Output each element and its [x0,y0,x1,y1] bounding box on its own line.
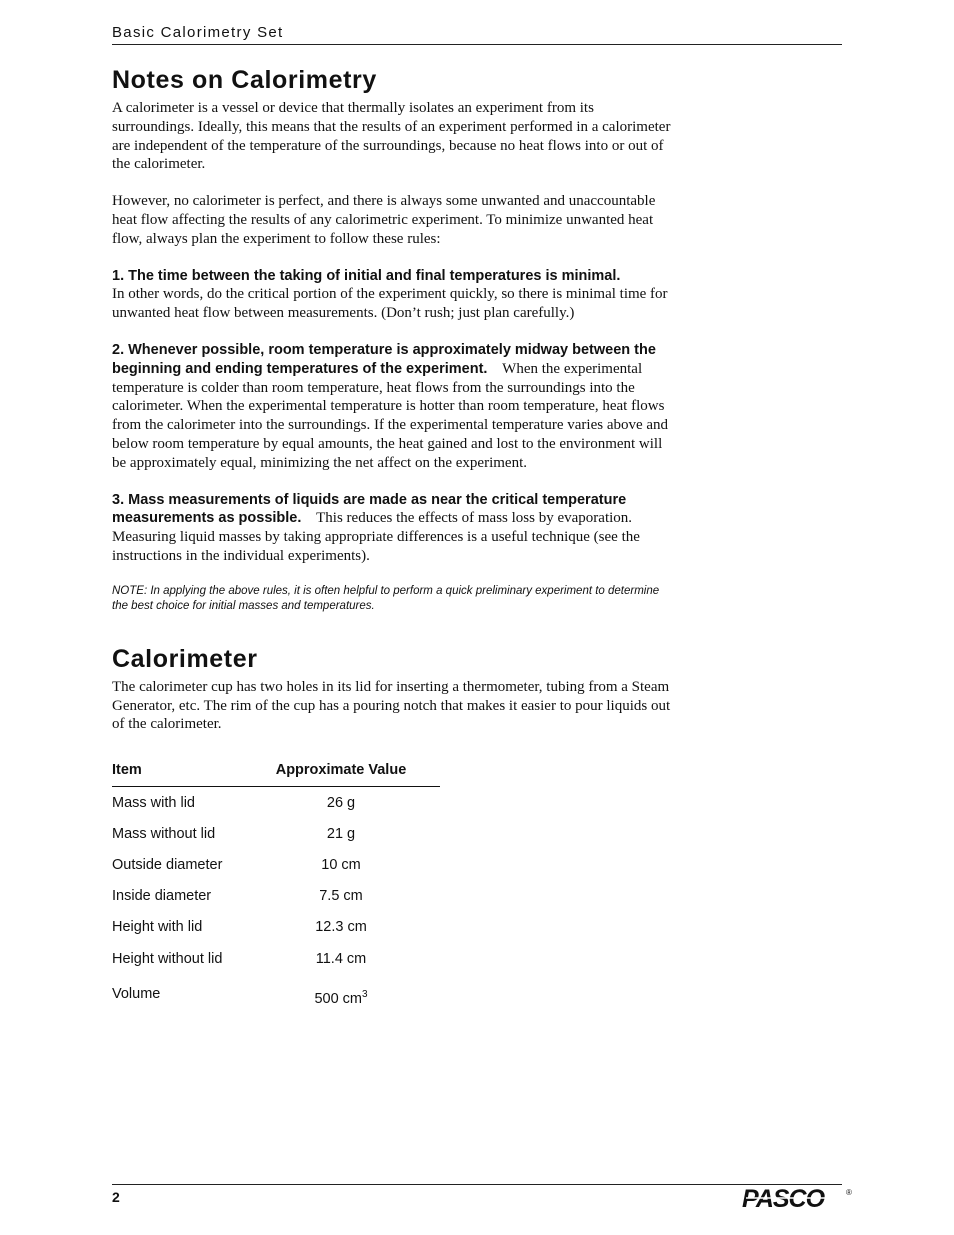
value-cell: 10 cm [321,857,361,874]
item-cell: Mass with lid [112,794,195,811]
page-number: 2 [112,1189,120,1205]
note-text: NOTE: In applying the above rules, it is often helpful to perform a quick preliminary experiment to determine the best choice for initial masses and temperatures. [112,584,660,613]
table-row [112,881,440,912]
rules-intro-paragraph: However, no calorimeter is perfect, and there is always some unwanted and unaccountable heat flow affecting the results of any calorimetric experiment. To minimize unwanted heat flow, always plan the experiment to follow these rules: [112,193,656,247]
rule-1-lead: 1. The time between the taking of initial and final temperatures is minimal. [112,267,621,284]
table-row [112,787,440,819]
registered-mark: ® [846,1188,852,1197]
logo-wordmark: PASCO [742,1186,825,1210]
item-cell: Height with lid [112,919,203,936]
rule-3 [112,491,677,566]
table-row [112,912,440,943]
rule-3-lead: 3. Mass measurements of liquids are made as near the critical temperature measurements as possible. [112,491,627,527]
value-cell [242,974,440,1013]
value-cell: 12.3 cm [315,919,367,936]
column-header-item: Item [112,752,242,787]
rule-2-lead: 2. Whenever possible, room temperature is approximately midway between the beginning and ending temperatures of the experiment. [112,341,656,377]
specs-table [112,752,440,1013]
rule-3-body: This reduces the effects of mass loss by evaporation. Measuring liquid masses by taking appropriate differences is a useful technique (see the instructions in the individual experiments). [112,510,640,564]
running-header: Basic Calorimetry Set [112,24,284,41]
rule-2-body: When the experimental temperature is colder than room temperature, heat flows from the surroundings into the calorimeter. When the experimental temperature is hotter than room temperature, heat flows from the calorimeter into the surroundings. If the experimental temperature varies above and below room temperature by equal amounts, the heat gained and lost to the environment will be approximately equal, minimizing the net affect on the experiment. [112,360,669,471]
table-header-row [112,752,440,787]
section-title-notes: Notes on Calorimetry [112,66,377,94]
volume-exponent: 3 [362,988,368,1000]
item-cell: Volume [112,985,161,1002]
item-cell: Height without lid [112,950,223,967]
header-rule [112,44,842,45]
volume-value: 500 cm [314,990,362,1007]
value-cell: 21 g [326,825,356,842]
value-cell: 26 g [326,794,356,811]
intro-paragraph: A calorimeter is a vessel or device that thermally isolates an experiment from its surroundings. Ideally, this means that the results of an experiment performed in a calorimeter are independent of the temperature of the surroundings, because no heat flows into or out of the calorimeter. [112,100,671,173]
table-row [112,974,440,1013]
page-content [112,64,677,1013]
table-row [112,943,440,974]
rule-1-body: In other words, do the critical portion of the experiment quickly, so there is minimal time for unwanted heat flow between measurements. (Don’t rush; just plan carefully.) [112,286,668,322]
column-header-value: Approximate Value [242,752,440,787]
item-cell: Inside diameter [112,888,212,905]
value-cell: 11.4 cm [315,950,367,967]
rule-2 [112,341,677,473]
section-title-calorimeter: Calorimeter [112,644,258,673]
pasco-logo [740,1186,858,1210]
calorimeter-paragraph: The calorimeter cup has two holes in its lid for inserting a thermometer, tubing from a Steam Generator, etc. The rim of the cup has a pouring notch that makes it easier to pour liquids out of the calorimeter. [112,678,671,733]
footer-rule [112,1184,842,1185]
item-cell: Mass without lid [112,825,216,842]
rule-1 [112,267,677,323]
value-cell: 7.5 cm [319,888,363,905]
table-row [112,818,440,849]
table-row [112,850,440,881]
item-cell: Outside diameter [112,857,223,874]
